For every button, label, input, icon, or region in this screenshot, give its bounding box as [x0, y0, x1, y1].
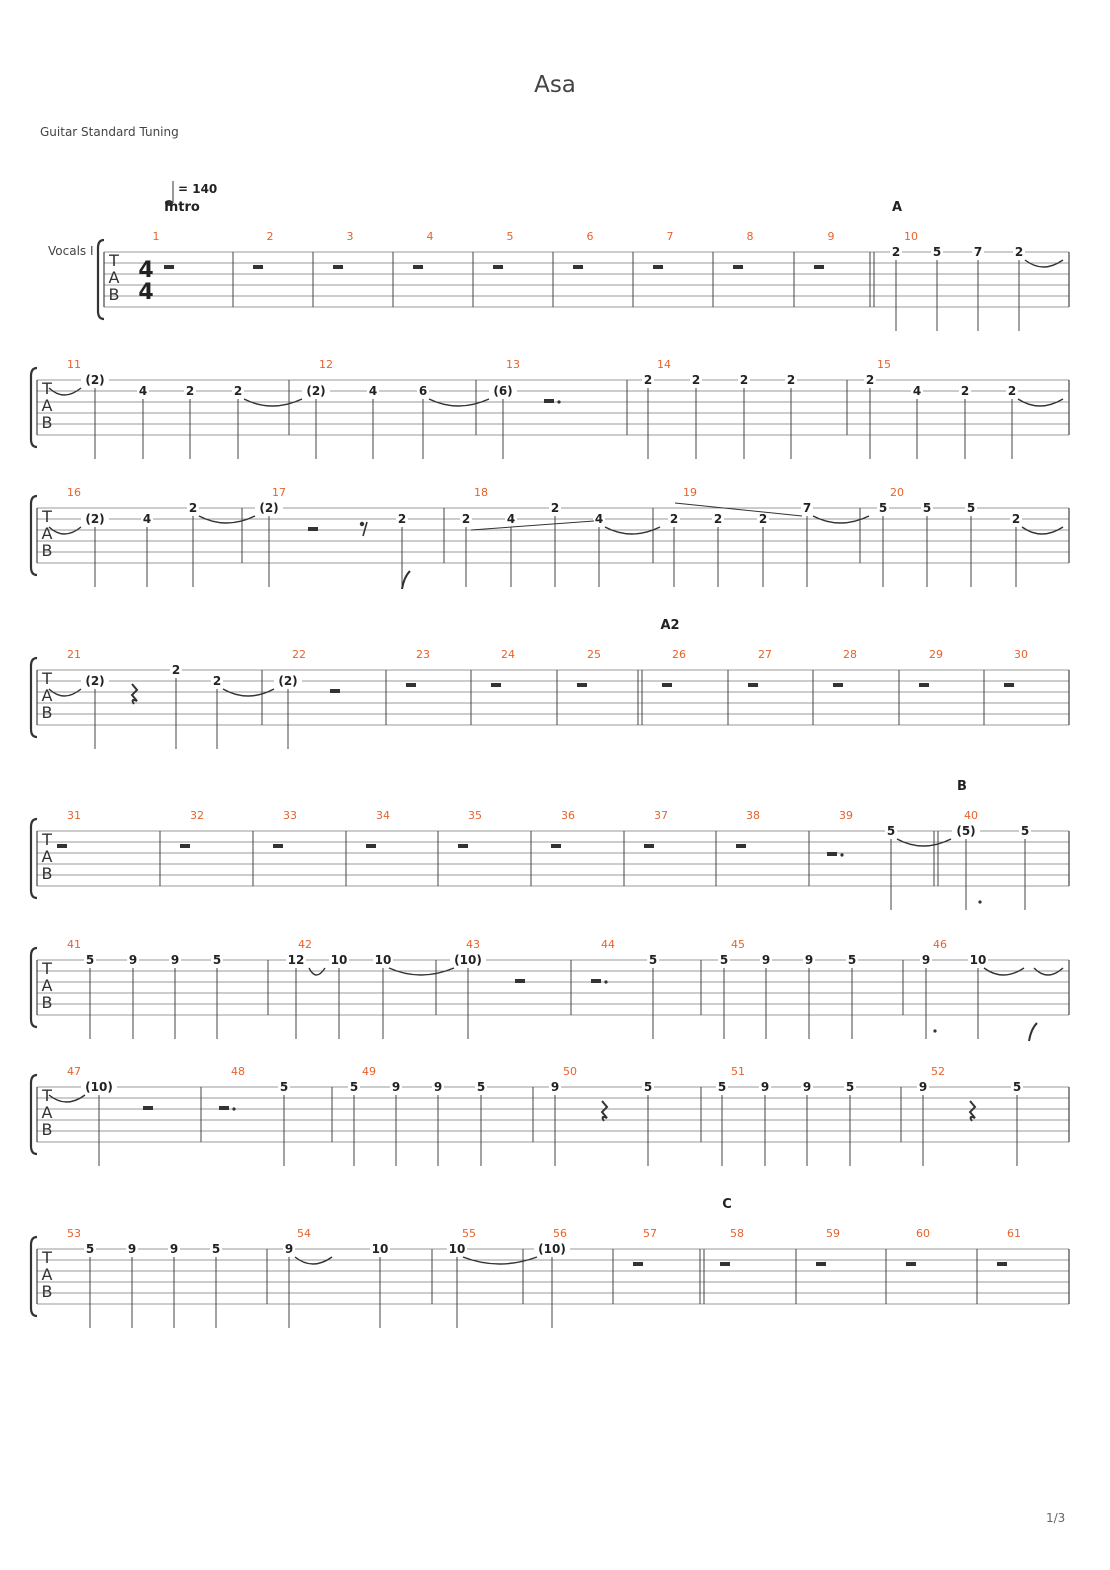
measure-number: 20 [890, 486, 904, 499]
measure-number: 10 [904, 230, 918, 243]
tab-clef-letter: T [42, 1086, 52, 1105]
rest-dot [232, 1107, 235, 1110]
tab-clef-letter: B [41, 993, 53, 1012]
measure-number: 49 [362, 1065, 376, 1078]
tab-clef-letter: T [42, 507, 52, 526]
fret-number: 9 [550, 1080, 560, 1094]
section-marker: A2 [660, 618, 680, 633]
tab-clef-letter: T [42, 830, 52, 849]
fret-number: 4 [506, 512, 516, 526]
measure-number: 40 [964, 809, 978, 822]
measure-number: 58 [730, 1227, 744, 1240]
measure-number: 48 [231, 1065, 245, 1078]
fret-number: 7 [802, 501, 812, 515]
fret-number: 5 [212, 953, 222, 967]
fret-number: (2) [278, 674, 298, 688]
fret-number: (10) [85, 1080, 113, 1094]
measure-number: 31 [67, 809, 81, 822]
fret-number: 5 [966, 501, 976, 515]
measure-number: 30 [1014, 648, 1028, 661]
tab-clef-letter: T [109, 251, 119, 270]
measure-number: 39 [839, 809, 853, 822]
rest-symbol [493, 265, 503, 269]
section-marker: B [957, 779, 967, 794]
measure-number: 17 [272, 486, 286, 499]
measure-number: 11 [67, 358, 81, 371]
tab-clef-letter: A [41, 847, 53, 866]
system-bracket [31, 658, 37, 737]
measure-number: 38 [746, 809, 760, 822]
fret-number: (2) [85, 373, 105, 387]
tab-system [98, 200, 1069, 331]
tab-system [31, 1197, 1069, 1328]
fret-number: 5 [643, 1080, 653, 1094]
fret-number: 9 [128, 953, 138, 967]
measure-number: 23 [416, 648, 430, 661]
fret-number: 2 [865, 373, 875, 387]
measure-number: 28 [843, 648, 857, 661]
rest-symbol [515, 979, 525, 983]
rest-symbol [827, 852, 837, 856]
fret-number: 10 [969, 953, 987, 967]
tab-system [31, 938, 1069, 1041]
fret-number: 10 [448, 1242, 466, 1256]
rest-symbol [748, 683, 758, 687]
tuning-label: Guitar Standard Tuning [40, 125, 179, 139]
rest-symbol [833, 683, 843, 687]
section-marker: Intro [164, 200, 200, 215]
tab-clef-letter: B [41, 1120, 53, 1139]
fret-number: 2 [397, 512, 407, 526]
rest-symbol [253, 265, 263, 269]
tab-clef-letter: B [41, 703, 53, 722]
note-flag [402, 571, 410, 589]
tab-clef-letter: A [41, 1103, 53, 1122]
fret-number: (2) [85, 512, 105, 526]
tab-clef-letter: A [41, 396, 53, 415]
fret-number: 9 [170, 953, 180, 967]
measure-number: 24 [501, 648, 515, 661]
note-flag [1029, 1023, 1037, 1041]
tab-clef-letter: A [41, 524, 53, 543]
system-bracket [31, 819, 37, 898]
fret-number: 2 [758, 512, 768, 526]
measure-number: 13 [506, 358, 520, 371]
rest-symbol [591, 979, 601, 983]
rest-symbol [633, 1262, 643, 1266]
rest-symbol [406, 683, 416, 687]
fret-number: 2 [1014, 245, 1024, 259]
track-label: Vocals I [48, 244, 94, 258]
fret-number: 5 [719, 953, 729, 967]
system-bracket [31, 368, 37, 447]
fret-number: 2 [960, 384, 970, 398]
fret-number: 4 [142, 512, 152, 526]
fret-number: 2 [713, 512, 723, 526]
quarter-rest [970, 1101, 975, 1121]
measure-number: 33 [283, 809, 297, 822]
fret-number: 9 [127, 1242, 137, 1256]
fret-number: 5 [648, 953, 658, 967]
fret-number: 9 [760, 1080, 770, 1094]
rest-symbol [551, 844, 561, 848]
measure-number: 3 [346, 230, 354, 243]
measure-number: 61 [1007, 1227, 1021, 1240]
rest-symbol [919, 683, 929, 687]
measure-number: 22 [292, 648, 306, 661]
measure-number: 2 [266, 230, 274, 243]
rest-symbol [57, 844, 67, 848]
system-bracket [31, 1075, 37, 1154]
measure-number: 41 [67, 938, 81, 951]
measure-number: 54 [297, 1227, 311, 1240]
fret-number: 2 [891, 245, 901, 259]
rest-symbol [577, 683, 587, 687]
fret-number: 10 [330, 953, 348, 967]
fret-number: 12 [287, 953, 305, 967]
tab-clef-letter: T [42, 379, 52, 398]
rest-symbol [573, 265, 583, 269]
tab-clef-letter: B [41, 1282, 53, 1301]
measure-number: 1 [152, 230, 160, 243]
duration-dot [933, 1029, 936, 1032]
system-bracket [31, 1237, 37, 1316]
tab-clef-letter: T [42, 959, 52, 978]
fret-number: 5 [1020, 824, 1030, 838]
measure-number: 15 [877, 358, 891, 371]
fret-number: 5 [922, 501, 932, 515]
measure-number: 52 [931, 1065, 945, 1078]
tab-clef-letter: B [41, 864, 53, 883]
measure-number: 7 [666, 230, 674, 243]
measure-number: 42 [298, 938, 312, 951]
section-marker: C [722, 1197, 732, 1212]
fret-number: 2 [786, 373, 796, 387]
tab-clef-letter: A [108, 268, 120, 287]
fret-number: 2 [185, 384, 195, 398]
rest-symbol [906, 1262, 916, 1266]
fret-number: (10) [454, 953, 482, 967]
fret-number: 5 [85, 953, 95, 967]
measure-number: 46 [933, 938, 947, 951]
measure-number: 18 [474, 486, 488, 499]
fret-number: 2 [188, 501, 198, 515]
fret-number: 5 [878, 501, 888, 515]
fret-number: (10) [538, 1242, 566, 1256]
rest-symbol [458, 844, 468, 848]
fret-number: (2) [85, 674, 105, 688]
system-bracket [31, 948, 37, 1027]
tempo-marking: = 140 [178, 182, 218, 196]
rest-dot [840, 853, 843, 856]
rest-symbol [816, 1262, 826, 1266]
rest-symbol [143, 1106, 153, 1110]
measure-number: 19 [683, 486, 697, 499]
fret-number: 2 [233, 384, 243, 398]
fret-number: 10 [374, 953, 392, 967]
fret-number: 2 [739, 373, 749, 387]
measure-number: 26 [672, 648, 686, 661]
rest-symbol [814, 265, 824, 269]
fret-number: 5 [717, 1080, 727, 1094]
measure-number: 45 [731, 938, 745, 951]
rest-symbol [662, 683, 672, 687]
slide-line [471, 521, 594, 530]
system-bracket [31, 496, 37, 575]
fret-number: 4 [138, 384, 148, 398]
fret-number: 7 [973, 245, 983, 259]
quarter-rest [602, 1101, 607, 1121]
rest-symbol [736, 844, 746, 848]
measure-number: 29 [929, 648, 943, 661]
fret-number: 2 [171, 663, 181, 677]
tab-system [31, 618, 1069, 749]
measure-number: 37 [654, 809, 668, 822]
rest-symbol [180, 844, 190, 848]
fret-number: 5 [476, 1080, 486, 1094]
tab-system [31, 358, 1069, 459]
rest-symbol [308, 527, 318, 531]
slide-line [675, 503, 802, 516]
measure-number: 12 [319, 358, 333, 371]
section-marker: A [891, 200, 903, 215]
measure-number: 27 [758, 648, 772, 661]
time-signature-top: 4 [138, 258, 154, 283]
fret-number: 5 [349, 1080, 359, 1094]
rest-symbol [330, 689, 340, 693]
rest-symbol [653, 265, 663, 269]
fret-number: 9 [804, 953, 814, 967]
rest-symbol [720, 1262, 730, 1266]
tab-clef-letter: B [41, 541, 53, 560]
measure-number: 60 [916, 1227, 930, 1240]
fret-number: 9 [761, 953, 771, 967]
tab-system [31, 486, 1069, 589]
rest-symbol [366, 844, 376, 848]
measure-number: 32 [190, 809, 204, 822]
rest-symbol [219, 1106, 229, 1110]
rest-dot [557, 400, 560, 403]
fret-number: 5 [1012, 1080, 1022, 1094]
rest-symbol [544, 399, 554, 403]
tab-clef-letter: A [41, 686, 53, 705]
fret-number: 4 [912, 384, 922, 398]
fret-number: 2 [212, 674, 222, 688]
fret-number: 9 [169, 1242, 179, 1256]
measure-number: 14 [657, 358, 671, 371]
fret-number: 9 [918, 1080, 928, 1094]
fret-number: 9 [433, 1080, 443, 1094]
duration-dot [978, 900, 981, 903]
measure-number: 55 [462, 1227, 476, 1240]
fret-number: 9 [802, 1080, 812, 1094]
rest-symbol [333, 265, 343, 269]
fret-number: 5 [886, 824, 896, 838]
fret-number: 6 [418, 384, 428, 398]
tab-clef-letter: A [41, 1265, 53, 1284]
measure-number: 8 [746, 230, 754, 243]
quarter-rest [132, 684, 137, 704]
fret-number: 9 [391, 1080, 401, 1094]
tab-clef-letter: B [41, 413, 53, 432]
measure-number: 47 [67, 1065, 81, 1078]
tab-clef-letter: T [42, 669, 52, 688]
fret-number: 10 [371, 1242, 389, 1256]
measure-number: 36 [561, 809, 575, 822]
fret-number: 9 [284, 1242, 294, 1256]
measure-number: 6 [586, 230, 594, 243]
measure-number: 16 [67, 486, 81, 499]
fret-number: (5) [956, 824, 976, 838]
fret-number: 5 [211, 1242, 221, 1256]
measure-number: 57 [643, 1227, 657, 1240]
measure-number: 4 [426, 230, 434, 243]
fret-number: (2) [306, 384, 326, 398]
song-title: Asa [534, 72, 576, 98]
rest-symbol [997, 1262, 1007, 1266]
rest-symbol [164, 265, 174, 269]
tab-system [31, 779, 1069, 910]
fret-number: 5 [85, 1242, 95, 1256]
measure-number: 9 [827, 230, 835, 243]
tab-clef-letter: T [42, 1248, 52, 1267]
measure-number: 50 [563, 1065, 577, 1078]
measure-number: 53 [67, 1227, 81, 1240]
measure-number: 21 [67, 648, 81, 661]
rest-symbol [644, 844, 654, 848]
fret-number: 4 [368, 384, 378, 398]
measure-number: 25 [587, 648, 601, 661]
measure-number: 43 [466, 938, 480, 951]
measure-number: 35 [468, 809, 482, 822]
fret-number: 5 [279, 1080, 289, 1094]
fret-number: 4 [594, 512, 604, 526]
tab-clef-letter: B [108, 285, 120, 304]
measure-number: 51 [731, 1065, 745, 1078]
fret-number: 2 [1007, 384, 1017, 398]
fret-number: 2 [691, 373, 701, 387]
fret-number: 5 [847, 953, 857, 967]
fret-number: (6) [493, 384, 513, 398]
time-signature-bottom: 4 [138, 280, 154, 305]
tab-system [31, 1065, 1069, 1166]
page-number: 1/3 [1046, 1511, 1066, 1525]
measure-number: 34 [376, 809, 390, 822]
measure-number: 59 [826, 1227, 840, 1240]
tab-clef-letter: A [41, 976, 53, 995]
rest-symbol [491, 683, 501, 687]
rest-symbol [733, 265, 743, 269]
rest-symbol [273, 844, 283, 848]
system-bracket [98, 240, 104, 319]
rest-symbol [1004, 683, 1014, 687]
fret-number: 5 [845, 1080, 855, 1094]
fret-number: 2 [669, 512, 679, 526]
fret-number: 9 [921, 953, 931, 967]
fret-number: 2 [1011, 512, 1021, 526]
eighth-rest-dot [360, 522, 364, 526]
fret-number: 2 [550, 501, 560, 515]
rest-symbol [413, 265, 423, 269]
measure-number: 5 [506, 230, 514, 243]
fret-number: 5 [932, 245, 942, 259]
measure-number: 44 [601, 938, 615, 951]
fret-number: (2) [259, 501, 279, 515]
fret-number: 2 [643, 373, 653, 387]
rest-dot [604, 980, 607, 983]
fret-number: 2 [461, 512, 471, 526]
measure-number: 56 [553, 1227, 567, 1240]
